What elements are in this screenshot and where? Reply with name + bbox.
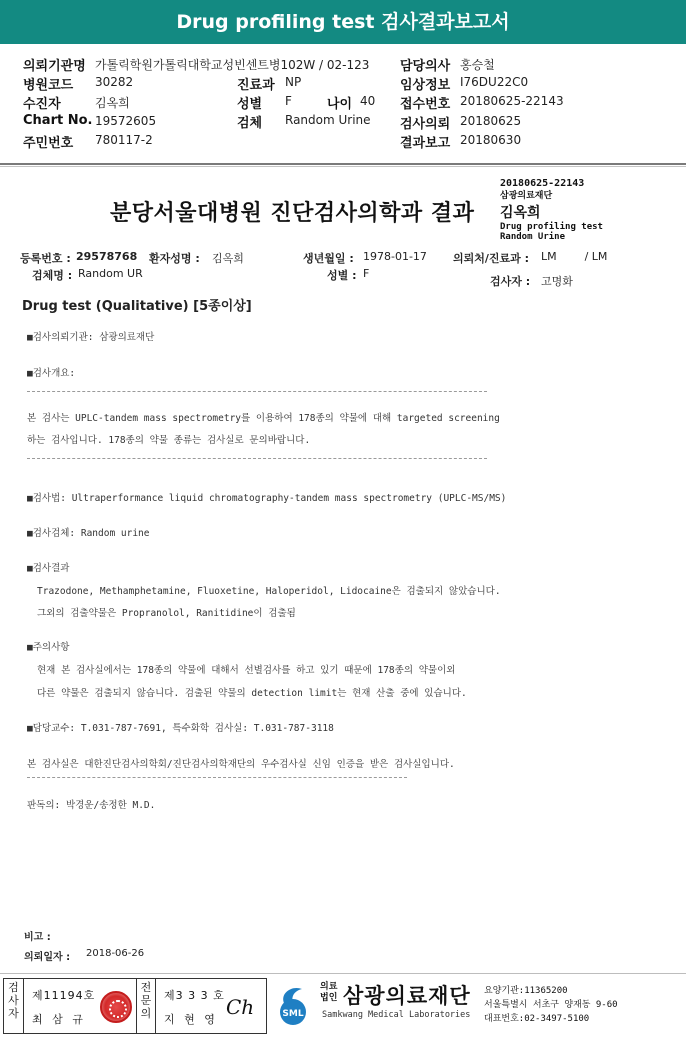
sex-label: 성별 — [237, 97, 263, 112]
institution-label: 의뢰기관명 — [23, 59, 86, 74]
section-title: Drug test (Qualitative) [5종이상] — [22, 299, 252, 314]
referrer-value: LM / LM — [541, 250, 608, 263]
reg-no-value: 29578768 — [76, 250, 138, 263]
report-date-label: 결과보고 — [400, 136, 451, 151]
care-number: 요양기관:11365200 — [484, 986, 568, 996]
footer-divider — [0, 973, 686, 974]
report-heading: 분당서울대병원 진단검사의학과 결과 — [110, 201, 475, 226]
tester-name: 최 삼 규 — [32, 1013, 86, 1026]
request-date-value: 2018-06-26 — [86, 948, 145, 959]
sml-logo-icon — [272, 983, 314, 1027]
method-line: ■검사법: Ultraperformance liquid chromatography-tandem mass spectrometry (UPLC-MS/MS) — [27, 493, 507, 504]
signature-box — [3, 978, 267, 1034]
report-sex-label: 성별 : — [327, 269, 357, 282]
stamp-test: Drug profiling test — [500, 222, 603, 232]
tester-id: 제11194호 — [32, 989, 96, 1002]
resident-no-label: 주민번호 — [23, 136, 74, 151]
overview-heading: ■검사개요: — [27, 368, 76, 379]
dashed-divider — [27, 458, 487, 459]
specimen-name-label: 검체명 : — [32, 269, 73, 282]
patient-value: 김옥희 — [95, 96, 130, 110]
overview-line-2: 하는 검사입니다. 178종의 약물 종류는 검사실로 문의바랍니다. — [27, 435, 311, 446]
patient-name-label: 환자성명 : — [149, 252, 200, 265]
legal-prefix-line-1: 의료 — [320, 982, 338, 992]
stamp-number: 20180625-22143 — [500, 178, 585, 189]
header-divider-light — [0, 166, 686, 167]
dashed-divider — [27, 391, 487, 392]
handwritten-signature: Ch — [226, 995, 255, 1019]
age-label: 나이 — [327, 97, 353, 112]
doctor-label: 담당의사 — [400, 59, 451, 74]
official-seal-icon — [100, 991, 132, 1023]
legal-prefix — [320, 982, 337, 1004]
tester-vertical-label: 검 사 자 — [4, 979, 24, 1033]
logo-text: SML — [282, 1009, 304, 1019]
request-value: 20180625 — [460, 114, 522, 128]
reader-line: 판독의: 박경운/송정한 M.D. — [27, 800, 156, 811]
hospital-code-label: 병원코드 — [23, 78, 74, 93]
hospital-code-value: 30282 — [95, 75, 134, 89]
report-sex-value: F — [363, 267, 370, 280]
organization-english-name: Samkwang Medical Laboratories — [322, 1010, 471, 1020]
legal-prefix-line-2: 법인 — [320, 993, 338, 1003]
stamp-org: 삼광의료재단 — [500, 191, 553, 201]
dept-value: NP — [285, 75, 302, 89]
contact-line: ■담당교수: T.031-787-7691, 특수화학 검사실: T.031-787-3118 — [27, 723, 334, 734]
lab-report — [0, 170, 686, 970]
patient-name-value: 김옥희 — [212, 252, 244, 265]
dashed-divider — [27, 777, 407, 778]
result-heading: ■검사결과 — [27, 563, 70, 574]
chart-no-value: 19572605 — [95, 114, 157, 128]
result-line-1: Trazodone, Methamphetamine, Fluoxetine, Haloperidol, Lidocaine은 검출되지 않았습니다. — [37, 586, 501, 597]
caution-line-1: 현재 본 검사실에서는 178종의 약물에 대해서 선별검사를 하고 있기 때문에 178종의 약물이외 — [37, 665, 456, 676]
specialist-vertical-label: 전 문 의 — [136, 979, 156, 1033]
specialist-name: 지 현 영 — [164, 1013, 218, 1026]
remarks-label: 비고 : — [24, 932, 51, 943]
specimen-line: ■검사검체: Random urine — [27, 528, 150, 539]
specimen-label: 검체 — [237, 116, 263, 131]
organization-phone: 대표번호:02-3497-5100 — [484, 1014, 590, 1024]
report-title-bar: Drug profiling test 검사결과보고서 — [0, 0, 686, 44]
clinical-label: 임상정보 — [400, 78, 451, 93]
accreditation-line: 본 검사실은 대한진단검사의학회/진단검사의학재단의 우수검사실 신임 인증을 받은 검사실입니다. — [27, 759, 455, 770]
examiner-value: 고명화 — [541, 275, 573, 288]
organization-address: 서울특별시 서초구 양재동 9-60 — [484, 1000, 618, 1010]
specimen-stamp — [500, 178, 630, 242]
caution-line-2: 다른 약물은 검출되지 않습니다. 검출된 약물의 detection limit는 현재 산출 중에 있습니다. — [37, 688, 467, 699]
specimen-name-value: Random UR — [78, 267, 143, 280]
clinical-value: I76DU22C0 — [460, 75, 529, 89]
receipt-label: 접수번호 — [400, 97, 451, 112]
requesting-org-line: ■검사의뢰기관: 삼광의료재단 — [27, 332, 155, 343]
specimen-value: Random Urine — [285, 113, 371, 127]
reg-no-label: 등록번호 : — [20, 252, 71, 265]
examiner-label: 검사자 : — [490, 275, 531, 288]
age-value: 40 — [360, 94, 376, 108]
stamp-specimen: Random Urine — [500, 232, 566, 242]
referrer-label: 의뢰처/진료과 : — [453, 252, 530, 265]
request-label: 검사의뢰 — [400, 117, 451, 132]
sex-value: F — [285, 94, 292, 108]
resident-no-value: 780117-2 — [95, 133, 153, 147]
receipt-value: 20180625-22143 — [460, 94, 564, 108]
dob-label: 생년월일 : — [303, 252, 354, 265]
report-header — [0, 52, 686, 152]
institution-value: 가톨릭학원가톨릭대학교성빈센트병102W / 02-123 — [95, 58, 370, 72]
request-date-label: 의뢰일자 : — [24, 952, 71, 963]
organization-name: 삼광의료재단 — [343, 984, 471, 1008]
doctor-value: 홍승철 — [460, 58, 495, 72]
patient-label: 수진자 — [23, 97, 61, 112]
result-line-2: 그외의 검출약물은 Propranolol, Ranitidine이 검출됨 — [37, 608, 296, 619]
dob-value: 1978-01-17 — [363, 250, 427, 263]
chart-no-label: Chart No. — [23, 113, 93, 128]
report-date-value: 20180630 — [460, 133, 522, 147]
overview-line-1: 본 검사는 UPLC-tandem mass spectrometry를 이용하여 178종의 약물에 대해 targeted screening — [27, 413, 500, 424]
header-divider — [0, 163, 686, 165]
dept-label: 진료과 — [237, 78, 275, 93]
stamp-name: 김옥희 — [500, 205, 541, 221]
caution-heading: ■주의사항 — [27, 642, 70, 653]
specialist-id: 제3 3 3 호 — [164, 989, 225, 1002]
